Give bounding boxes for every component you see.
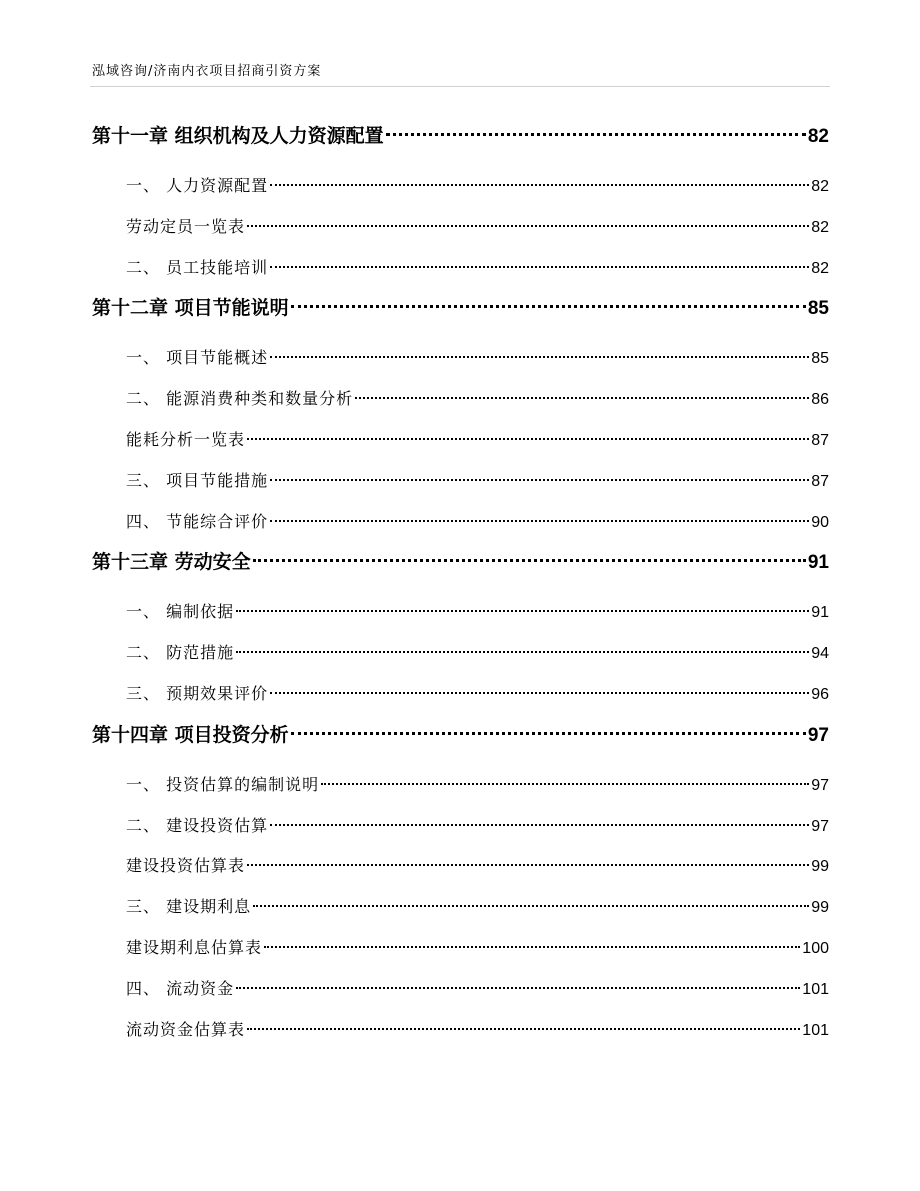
page-header: 泓域咨询/济南内衣项目招商引资方案: [92, 64, 322, 79]
toc-page-number: 99: [811, 858, 829, 876]
toc-page-number: 82: [811, 259, 829, 277]
toc-dot-leader: [270, 824, 809, 826]
toc-dot-leader: [291, 732, 806, 735]
toc-chapter-entry[interactable]: [92, 288, 829, 338]
toc-dot-leader: [270, 520, 809, 522]
toc-entry-title: 二、 能源消费种类和数量分析: [126, 389, 354, 409]
toc-entry-title: 二、 建设投资估算: [126, 815, 269, 835]
toc-dot-leader: [270, 266, 809, 268]
toc-dot-leader: [355, 397, 809, 399]
toc-dot-leader: [264, 946, 800, 948]
toc-section-entry[interactable]: [92, 633, 829, 674]
toc-page-number: 82: [811, 218, 829, 236]
toc-page-number: 85: [811, 350, 829, 368]
toc-page-number: 99: [811, 899, 829, 917]
header-divider: [90, 86, 830, 87]
toc-dot-leader: [270, 479, 809, 481]
toc-entry-title: 第十二章 项目节能说明: [92, 297, 289, 320]
toc-section-entry[interactable]: [92, 461, 829, 502]
toc-dot-leader: [247, 1028, 800, 1030]
toc-dot-leader: [291, 305, 806, 308]
toc-chapter-entry[interactable]: [92, 116, 829, 166]
toc-dot-leader: [236, 651, 809, 653]
toc-entry-title: 一、 投资估算的编制说明: [126, 774, 320, 794]
toc-entry-title: 建设投资估算表: [126, 856, 246, 876]
toc-entry-title: 三、 建设期利息: [126, 897, 252, 917]
toc-entry-title: 第十三章 劳动安全: [92, 551, 251, 574]
toc-entry-title: 二、 防范措施: [126, 643, 235, 663]
toc-section-entry[interactable]: [92, 166, 829, 207]
toc-section-entry[interactable]: [92, 846, 829, 887]
toc-page-number: 101: [802, 1021, 829, 1039]
toc-section-entry[interactable]: [92, 207, 829, 248]
toc-page-number: 96: [811, 685, 829, 703]
toc-dot-leader: [270, 356, 809, 358]
toc-section-entry[interactable]: [92, 887, 829, 928]
toc-section-entry[interactable]: [92, 420, 829, 461]
toc-entry-title: 一、 编制依据: [126, 602, 235, 622]
toc-section-entry[interactable]: [92, 674, 829, 715]
toc-page-number: 91: [811, 604, 829, 622]
toc-entry-title: 建设期利息估算表: [126, 937, 263, 957]
toc-entry-title: 第十四章 项目投资分析: [92, 723, 289, 746]
toc-page-number: 87: [811, 472, 829, 490]
toc-dot-leader: [253, 559, 806, 562]
toc-section-entry[interactable]: [92, 1010, 829, 1051]
toc-section-entry[interactable]: [92, 379, 829, 420]
toc-page-number: 97: [811, 776, 829, 794]
toc-page-number: 90: [811, 513, 829, 531]
toc-entry-title: 一、 人力资源配置: [126, 176, 269, 195]
toc-entry-title: 流动资金估算表: [126, 1019, 246, 1039]
toc-dot-leader: [270, 692, 809, 694]
toc-dot-leader: [321, 783, 809, 785]
toc-page-number: 97: [811, 817, 829, 835]
toc-section-entry[interactable]: [92, 338, 829, 379]
toc-section-entry[interactable]: [92, 248, 829, 289]
toc-dot-leader: [236, 610, 809, 612]
toc-entry-title: 第十一章 组织机构及人力资源配置: [92, 125, 384, 147]
toc-page-number: 82: [807, 126, 829, 147]
toc-chapter-entry[interactable]: [92, 715, 829, 765]
toc-page-number: 82: [811, 178, 829, 195]
toc-dot-leader: [247, 864, 809, 866]
toc-page-number: 97: [807, 724, 829, 746]
toc-entry-title: 一、 项目节能概述: [126, 348, 269, 368]
toc-dot-leader: [270, 184, 809, 186]
toc-section-entry[interactable]: [92, 502, 829, 543]
toc-entry-title: 三、 项目节能措施: [126, 470, 269, 490]
toc-page-number: 87: [811, 431, 829, 449]
toc-page-number: 100: [802, 939, 829, 957]
toc-dot-leader: [386, 133, 806, 136]
toc-page-number: 94: [811, 645, 829, 663]
toc-dot-leader: [247, 225, 809, 227]
table-of-contents: [92, 116, 829, 1050]
toc-entry-title: 能耗分析一览表: [126, 429, 246, 449]
toc-entry-title: 三、 预期效果评价: [126, 683, 269, 703]
toc-entry-title: 劳动定员一览表: [126, 216, 246, 236]
toc-dot-leader: [236, 987, 800, 989]
toc-section-entry[interactable]: [92, 806, 829, 847]
toc-dot-leader: [247, 438, 809, 440]
toc-section-entry[interactable]: [92, 592, 829, 633]
toc-section-entry[interactable]: [92, 765, 829, 806]
toc-entry-title: 二、 员工技能培训: [126, 257, 269, 277]
toc-section-entry[interactable]: [92, 928, 829, 969]
toc-dot-leader: [253, 905, 809, 907]
toc-section-entry[interactable]: [92, 969, 829, 1010]
toc-page-number: 101: [802, 980, 829, 998]
toc-entry-title: 四、 节能综合评价: [126, 511, 269, 531]
toc-page-number: 86: [811, 391, 829, 409]
toc-entry-title: 四、 流动资金: [126, 978, 235, 998]
toc-page-number: 85: [807, 298, 829, 320]
toc-page-number: 91: [807, 552, 829, 574]
toc-chapter-entry[interactable]: [92, 542, 829, 592]
